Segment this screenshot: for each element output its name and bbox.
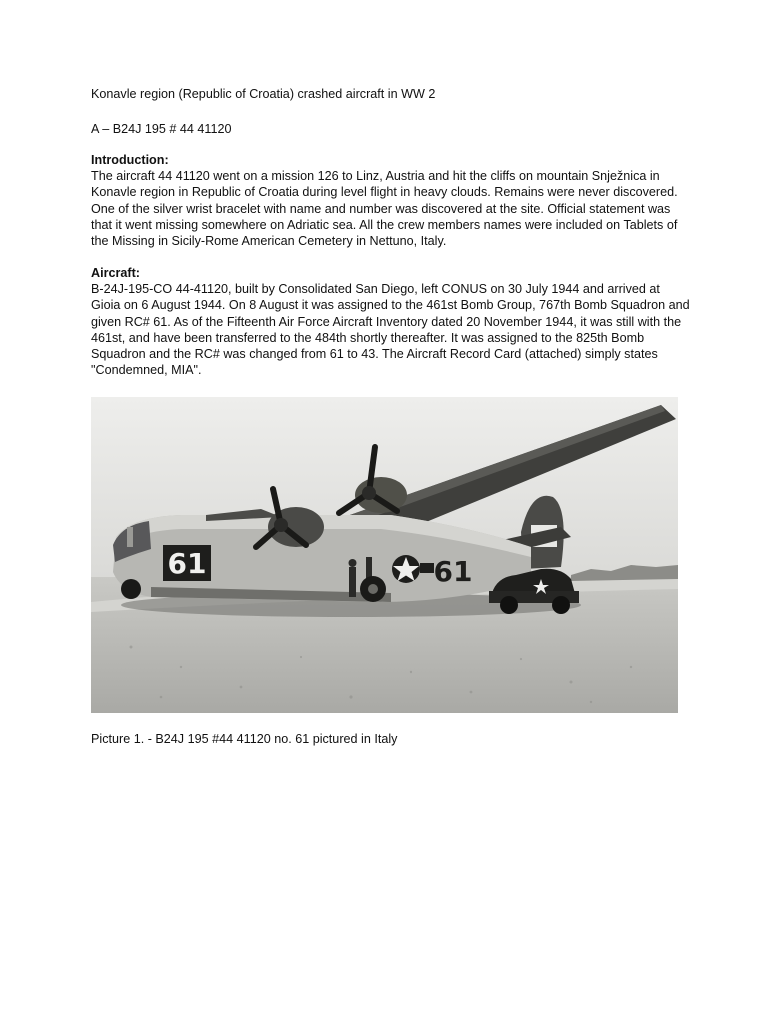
- introduction-heading: Introduction:: [91, 153, 169, 167]
- aircraft-photo: [91, 397, 678, 713]
- document-subtitle: A – B24J 195 # 44 41120: [91, 122, 232, 136]
- document-title: Konavle region (Republic of Croatia) crashed aircraft in WW 2: [91, 87, 436, 101]
- introduction-section: [91, 152, 691, 249]
- fuselage-number: 61: [433, 555, 473, 588]
- introduction-paragraph: The aircraft 44 41120 went on a mission 126 to Linz, Austria and hit the cliffs on mountain Snježnica in Konavle region in Republic of Croatia during level flight in heavy clouds. Remains were never discovered. One of the silver wrist bracelet with name and number was discovered at the site. Official statement was that it went missing somewhere on Adriatic sea. All the crew members names were included on Tablets of the Missing in Sicily-Rome American Cemetery in Nettuno, Italy.: [91, 169, 678, 249]
- nose-number: 61: [167, 547, 207, 580]
- photo-caption: Picture 1. - B24J 195 #44 41120 no. 61 pictured in Italy: [91, 732, 398, 746]
- aircraft-section: [91, 265, 691, 378]
- aircraft-heading: Aircraft:: [91, 266, 140, 280]
- aircraft-paragraph: B-24J-195-CO 44-41120, built by Consolidated San Diego, left CONUS on 30 July 1944 and arrived at Gioia on 6 August 1944. On 8 August it was assigned to the 461st Bomb Group, 767th Bomb Squadron and given RC# 61. As of the Fifteenth Air Force Aircraft Inventory dated 20 November 1944, it was still with the 461st, and have been transferred to the 484th shortly thereafter. It was assigned to the 825th Bomb Squadron and the RC# was changed from 61 to 43. The Aircraft Record Card (attached) simply states "Condemned, MIA".: [91, 282, 690, 378]
